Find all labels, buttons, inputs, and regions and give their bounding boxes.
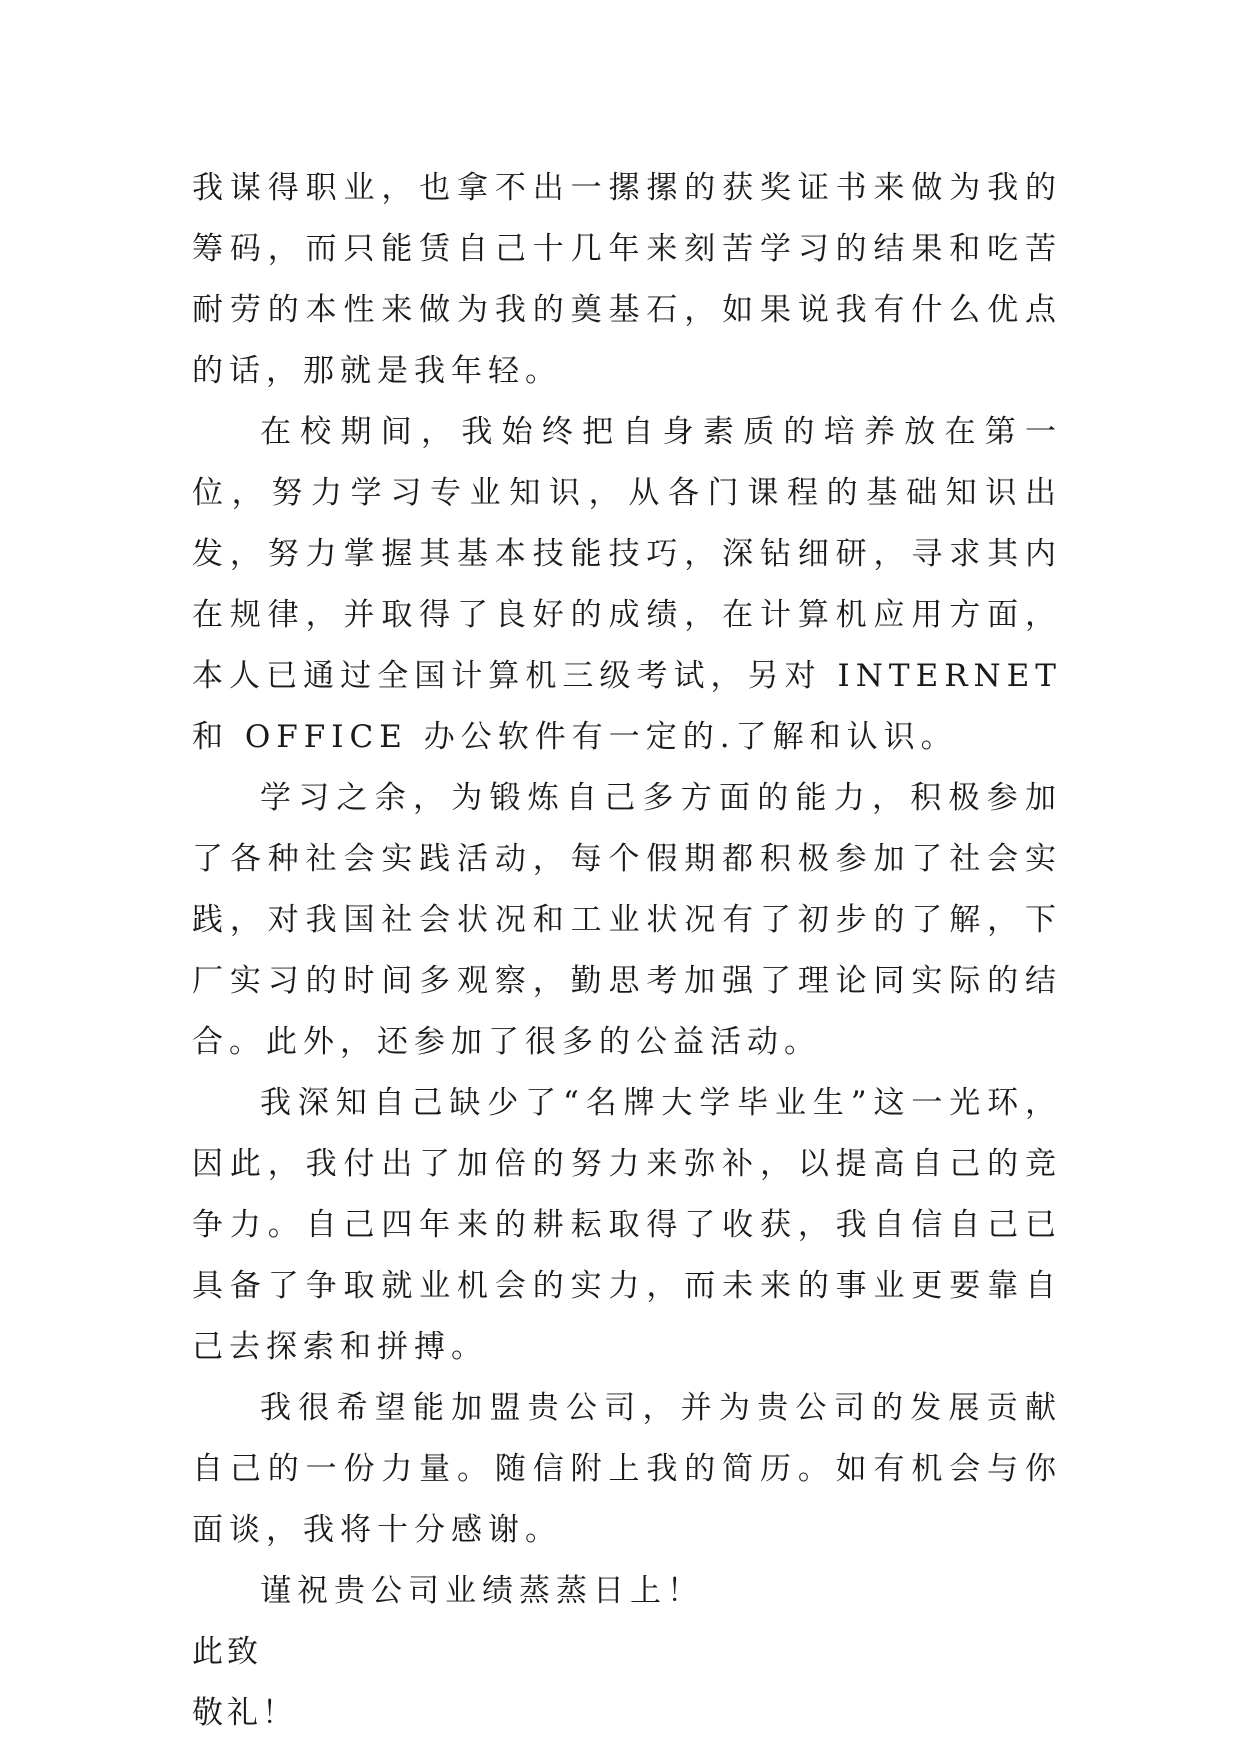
paragraph-effort: 我深知自己缺少了“名牌大学毕业生”这一光环，因此，我付出了加倍的努力来弥补，以提高自己的竞争力。自己四年来的耕耘取得了收获，我自信自己已具备了争取就业机会的实力，而未来的事业更要靠自己去探索和拼搏。 [192, 1085, 1062, 1365]
letter-body [192, 158, 1062, 1744]
closing-respect: 敬礼！ [192, 1695, 297, 1731]
paragraph-hope: 我很希望能加盟贵公司，并为贵公司的发展贡献自己的一份力量。随信附上我的简历。如有机会与你面谈，我将十分感谢。 [192, 1390, 1062, 1548]
paragraph-wish: 谨祝贵公司业绩蒸蒸日上！ [260, 1573, 704, 1609]
closing-salutation: 此致 [192, 1634, 262, 1670]
paragraph-study: 在校期间，我始终把自身素质的培养放在第一位，努力学习专业知识，从各门课程的基础知识出发，努力掌握其基本技能技巧，深钻细研，寻求其内在规律，并取得了良好的成绩，在计算机应用方面，本人已通过全国计算机三级考试，另对 INTERNET 和 OFFICE 办公软件有一定的.了解和认识。 [192, 414, 1062, 755]
paragraph-practice: 学习之余，为锻炼自己多方面的能力，积极参加了各种社会实践活动，每个假期都积极参加了社会实践，对我国社会状况和工业状况有了初步的了解，下厂实习的时间多观察，勤思考加强了理论同实际的结合。此外，还参加了很多的公益活动。 [192, 780, 1062, 1060]
paragraph-intro-continued: 我谋得职业，也拿不出一摞摞的获奖证书来做为我的筹码，而只能赁自己十几年来刻苦学习的结果和吃苦耐劳的本性来做为我的奠基石，如果说我有什么优点的话，那就是我年轻。 [192, 170, 1062, 389]
